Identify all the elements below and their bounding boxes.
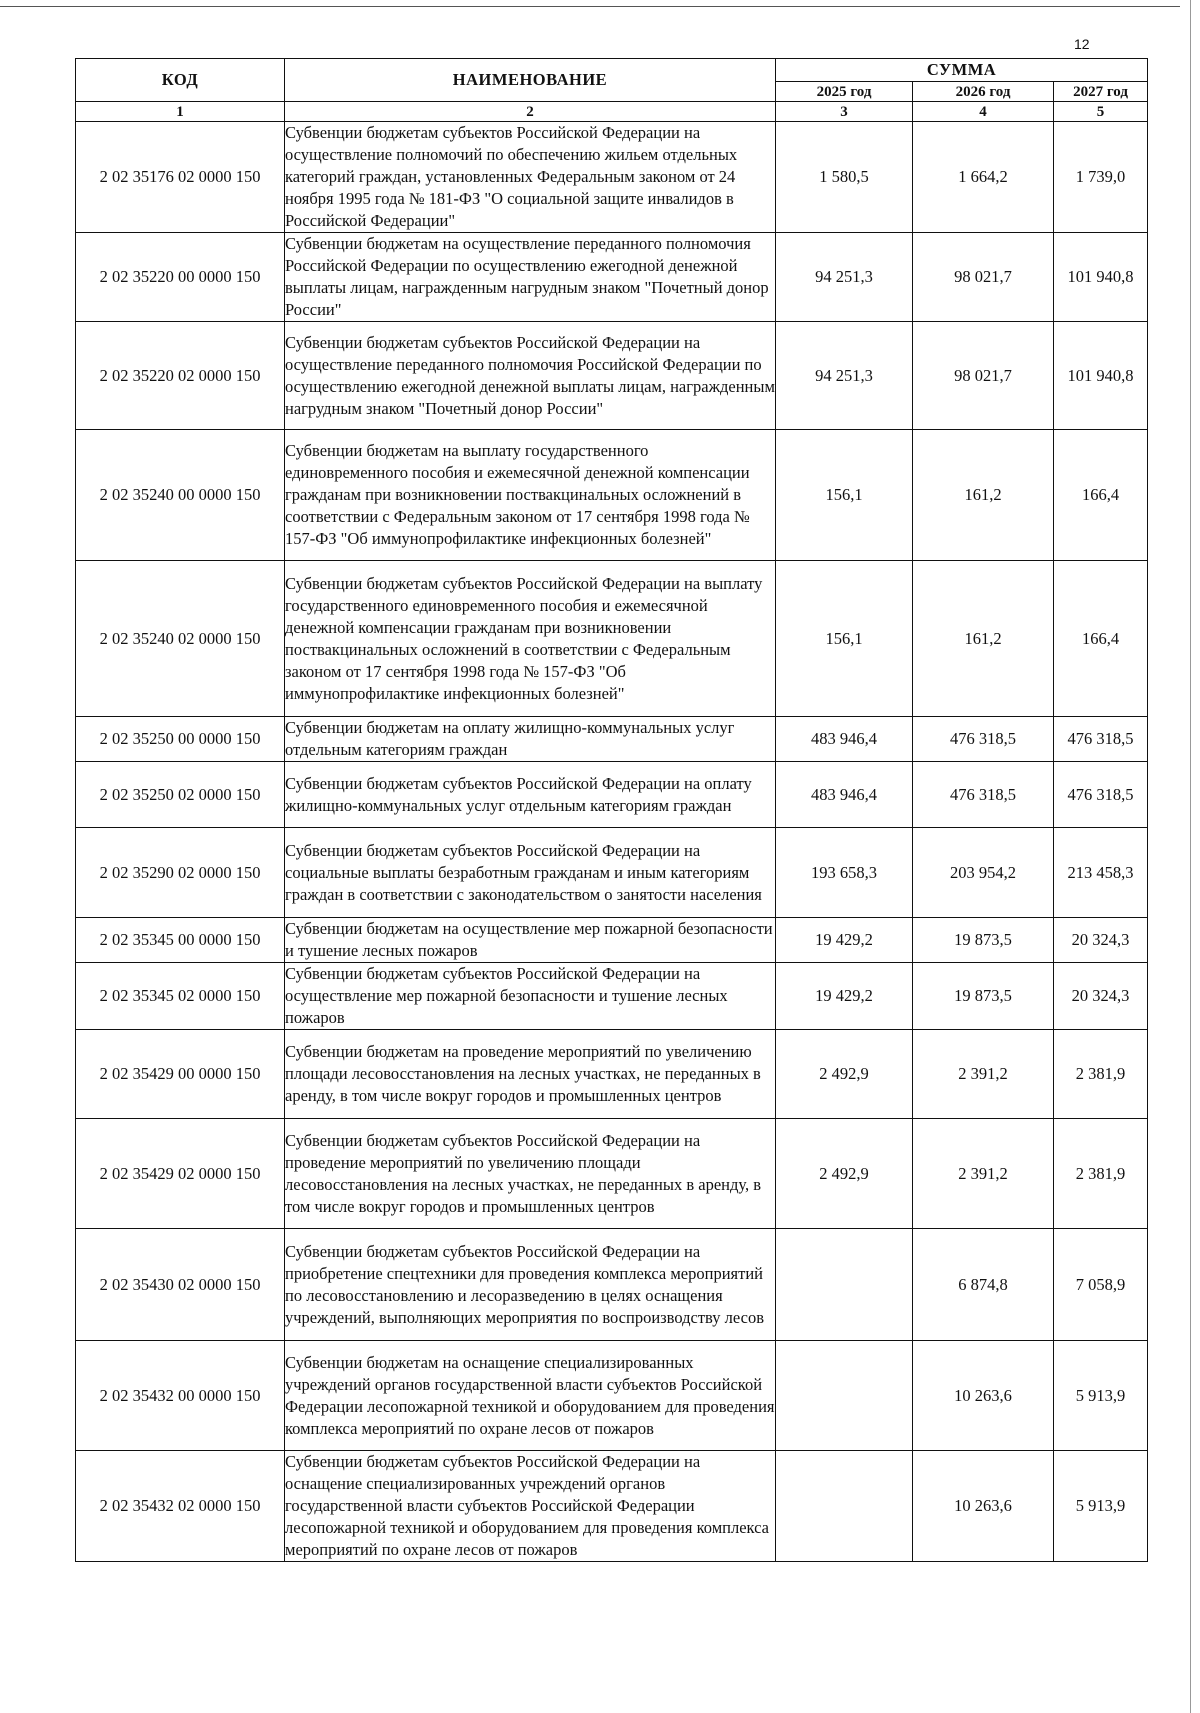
table-row	[76, 233, 1148, 322]
amount-2025	[776, 1229, 913, 1341]
amount-2027: 5 913,9	[1054, 1451, 1148, 1562]
header-sum: СУММА	[776, 59, 1148, 82]
amount-2027: 101 940,8	[1054, 233, 1148, 322]
amount-2027: 20 324,3	[1054, 963, 1148, 1030]
amount-2026: 161,2	[913, 561, 1054, 717]
header-year-2026: 2026 год	[913, 82, 1054, 102]
amount-2025: 483 946,4	[776, 717, 913, 762]
amount-2025: 94 251,3	[776, 322, 913, 430]
row-name: Субвенции бюджетам на оснащение специализированных учреждений органов государственной власти субъектов Российской Федерации лесопожарной техникой и оборудованием для проведения комплекса мероприятий по охране лесов от пожаров	[285, 1341, 776, 1451]
amount-2026: 10 263,6	[913, 1341, 1054, 1451]
table-row	[76, 1119, 1148, 1229]
column-number: 4	[913, 102, 1054, 122]
amount-2026: 2 391,2	[913, 1030, 1054, 1119]
row-code: 2 02 35250 00 0000 150	[76, 717, 285, 762]
table-row	[76, 762, 1148, 828]
amount-2027: 2 381,9	[1054, 1119, 1148, 1229]
amount-2026: 2 391,2	[913, 1119, 1054, 1229]
row-code: 2 02 35220 00 0000 150	[76, 233, 285, 322]
table-row	[76, 918, 1148, 963]
row-code: 2 02 35250 02 0000 150	[76, 762, 285, 828]
amount-2027: 166,4	[1054, 430, 1148, 561]
amount-2026: 1 664,2	[913, 122, 1054, 233]
table-row	[76, 561, 1148, 717]
row-name: Субвенции бюджетам субъектов Российской Федерации на социальные выплаты безработным гражданам и иным категориям граждан в соответствии с законодательством о занятости населения	[285, 828, 776, 918]
header-code: КОД	[76, 59, 285, 102]
amount-2025: 19 429,2	[776, 963, 913, 1030]
amount-2025: 483 946,4	[776, 762, 913, 828]
row-code: 2 02 35345 00 0000 150	[76, 918, 285, 963]
amount-2025: 2 492,9	[776, 1030, 913, 1119]
amount-2027: 166,4	[1054, 561, 1148, 717]
amount-2027: 101 940,8	[1054, 322, 1148, 430]
table-row	[76, 122, 1148, 233]
column-number: 2	[285, 102, 776, 122]
table-row	[76, 717, 1148, 762]
column-number: 5	[1054, 102, 1148, 122]
table-row	[76, 828, 1148, 918]
amount-2026: 10 263,6	[913, 1451, 1054, 1562]
row-code: 2 02 35220 02 0000 150	[76, 322, 285, 430]
amount-2027: 5 913,9	[1054, 1341, 1148, 1451]
amount-2027: 476 318,5	[1054, 762, 1148, 828]
table-row	[76, 430, 1148, 561]
row-name: Субвенции бюджетам на оплату жилищно-коммунальных услуг отдельным категориям граждан	[285, 717, 776, 762]
header-name: НАИМЕНОВАНИЕ	[285, 59, 776, 102]
amount-2026: 476 318,5	[913, 717, 1054, 762]
amount-2025	[776, 1451, 913, 1562]
table-row	[76, 963, 1148, 1030]
header-year-2027: 2027 год	[1054, 82, 1148, 102]
row-name: Субвенции бюджетам на проведение мероприятий по увеличению площади лесовосстановления на лесных участках, не переданных в аренду, в том числе вокруг городов и промышленных центров	[285, 1030, 776, 1119]
amount-2027: 1 739,0	[1054, 122, 1148, 233]
column-number: 1	[76, 102, 285, 122]
row-name: Субвенции бюджетам субъектов Российской Федерации на выплату государственного единовременного пособия и ежемесячной денежной компенсации гражданам при возникновении поствакцинальных осложнений в соответствии с Федеральным законом от 17 сентября 1998 года № 157-ФЗ "Об иммунопрофилактике инфекционных болезней"	[285, 561, 776, 717]
amount-2026: 98 021,7	[913, 233, 1054, 322]
row-name: Субвенции бюджетам субъектов Российской Федерации на оплату жилищно-коммунальных услуг отдельным категориям граждан	[285, 762, 776, 828]
row-name: Субвенции бюджетам субъектов Российской Федерации на приобретение спецтехники для проведения комплекса мероприятий по лесовосстановлению и лесоразведению в целях оснащения учреждений, выполняющих мероприятия по воспроизводству лесов	[285, 1229, 776, 1341]
amount-2026: 476 318,5	[913, 762, 1054, 828]
amount-2025	[776, 1341, 913, 1451]
table-row	[76, 1451, 1148, 1562]
amount-2026: 6 874,8	[913, 1229, 1054, 1341]
scan-edge-top	[0, 6, 1180, 7]
row-code: 2 02 35430 02 0000 150	[76, 1229, 285, 1341]
row-name: Субвенции бюджетам субъектов Российской Федерации на оснащение специализированных учреждений органов государственной власти субъектов Российской Федерации лесопожарной техникой и оборудованием для проведения комплекса мероприятий по охране лесов от пожаров	[285, 1451, 776, 1562]
row-name: Субвенции бюджетам на осуществление переданного полномочия Российской Федерации по осуществлению ежегодной денежной выплаты лицам, награжденным нагрудным знаком "Почетный донор России"	[285, 233, 776, 322]
header-year-2025: 2025 год	[776, 82, 913, 102]
row-code: 2 02 35432 00 0000 150	[76, 1341, 285, 1451]
table-row	[76, 322, 1148, 430]
table-body	[76, 122, 1148, 1562]
row-code: 2 02 35432 02 0000 150	[76, 1451, 285, 1562]
table-row	[76, 1229, 1148, 1341]
row-name: Субвенции бюджетам на выплату государственного единовременного пособия и ежемесячной денежной компенсации гражданам при возникновении поствакцинальных осложнений в соответствии с Федеральным законом от 17 сентября 1998 года № 157-ФЗ "Об иммунопрофилактике инфекционных болезней"	[285, 430, 776, 561]
amount-2027: 2 381,9	[1054, 1030, 1148, 1119]
row-name: Субвенции бюджетам субъектов Российской Федерации на проведение мероприятий по увеличению площади лесовосстановления на лесных участках, не переданных в аренду, в том числе вокруг городов и промышленных центров	[285, 1119, 776, 1229]
amount-2026: 161,2	[913, 430, 1054, 561]
row-code: 2 02 35240 00 0000 150	[76, 430, 285, 561]
amount-2025: 94 251,3	[776, 233, 913, 322]
row-code: 2 02 35345 02 0000 150	[76, 963, 285, 1030]
table-row	[76, 1030, 1148, 1119]
row-code: 2 02 35290 02 0000 150	[76, 828, 285, 918]
row-code: 2 02 35176 02 0000 150	[76, 122, 285, 233]
row-code: 2 02 35240 02 0000 150	[76, 561, 285, 717]
row-name: Субвенции бюджетам субъектов Российской Федерации на осуществление мер пожарной безопасности и тушение лесных пожаров	[285, 963, 776, 1030]
row-code: 2 02 35429 02 0000 150	[76, 1119, 285, 1229]
row-name: Субвенции бюджетам на осуществление мер пожарной безопасности и тушение лесных пожаров	[285, 918, 776, 963]
amount-2025: 1 580,5	[776, 122, 913, 233]
amount-2026: 19 873,5	[913, 918, 1054, 963]
amount-2025: 193 658,3	[776, 828, 913, 918]
amount-2025: 19 429,2	[776, 918, 913, 963]
amount-2027: 476 318,5	[1054, 717, 1148, 762]
scan-edge-right	[1190, 0, 1191, 1713]
row-code: 2 02 35429 00 0000 150	[76, 1030, 285, 1119]
table-header	[76, 59, 1148, 122]
amount-2025: 2 492,9	[776, 1119, 913, 1229]
amount-2027: 7 058,9	[1054, 1229, 1148, 1341]
row-name: Субвенции бюджетам субъектов Российской Федерации на осуществление полномочий по обеспечению жильем отдельных категорий граждан, установленных Федеральным законом от 24 ноября 1995 года № 181-ФЗ "О социальной защите инвалидов в Российской Федерации"	[285, 122, 776, 233]
row-name: Субвенции бюджетам субъектов Российской Федерации на осуществление переданного полномочия Российской Федерации по осуществлению ежегодной денежной выплаты лицам, награжденным нагрудным знаком "Почетный донор России"	[285, 322, 776, 430]
amount-2027: 20 324,3	[1054, 918, 1148, 963]
amount-2025: 156,1	[776, 561, 913, 717]
amount-2026: 98 021,7	[913, 322, 1054, 430]
column-number: 3	[776, 102, 913, 122]
amount-2026: 203 954,2	[913, 828, 1054, 918]
budget-table	[75, 58, 1148, 1562]
table-row	[76, 1341, 1148, 1451]
amount-2027: 213 458,3	[1054, 828, 1148, 918]
amount-2026: 19 873,5	[913, 963, 1054, 1030]
amount-2025: 156,1	[776, 430, 913, 561]
page-number: 12	[1074, 36, 1090, 52]
